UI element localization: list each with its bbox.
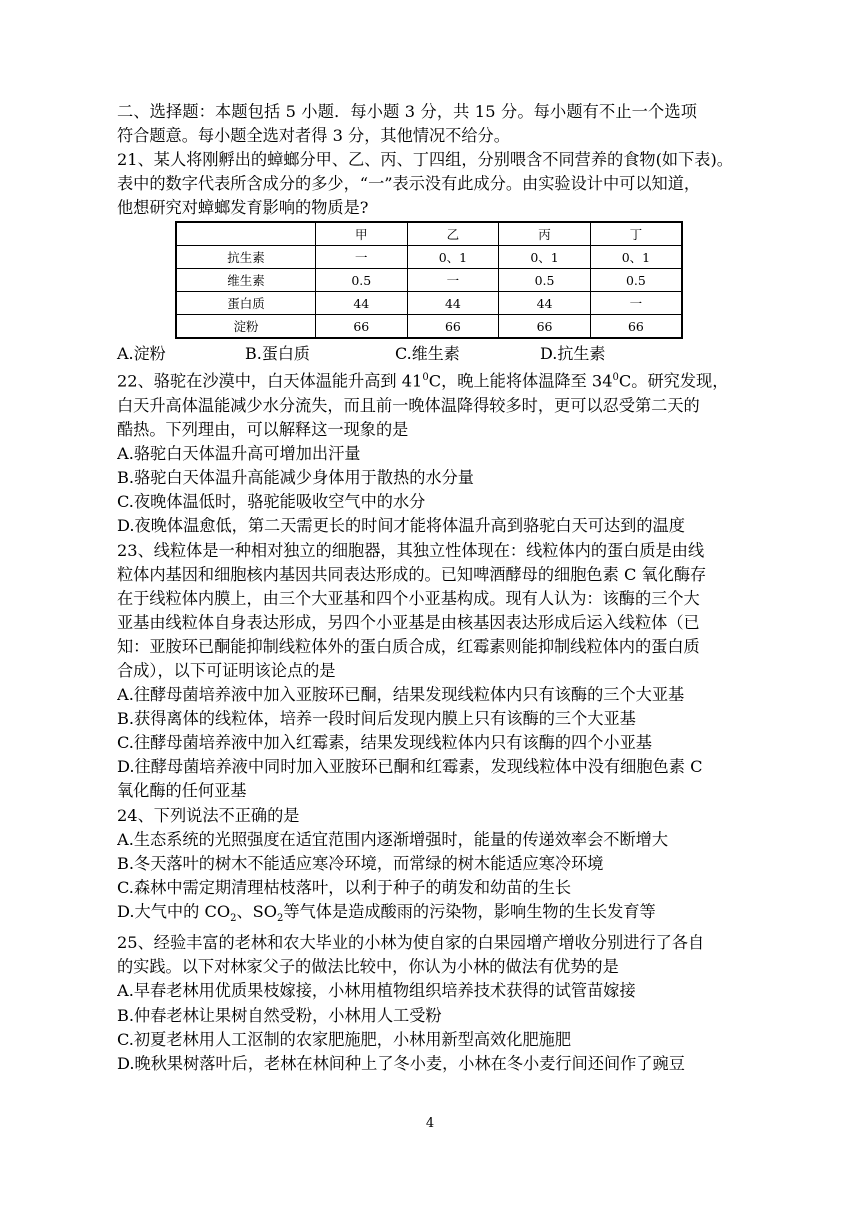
table-cell: 一	[407, 269, 499, 292]
q21-option: A.淀粉	[117, 344, 166, 364]
q23-stem-line: 亚基由线粒体自身表达形成，另四个小亚基是由核基因表达形成后运入线粒体（已	[117, 612, 700, 632]
q21-stem-line: 表中的数字代表所含成分的多少，“一”表示没有此成分。由实验设计中可以知道，	[117, 174, 701, 194]
nutrition-table	[175, 221, 683, 339]
page-number: 4	[425, 1116, 435, 1131]
table-cell: 一	[590, 292, 682, 315]
q24-option: B.冬天落叶的树木不能适应寒冷环境，而常绿的树木能适应寒冷环境	[117, 853, 604, 873]
q21-option: C.维生素	[395, 344, 460, 364]
q25-option: C.初夏老林用人工沤制的农家肥施肥，小林用新型高效化肥施肥	[117, 1029, 572, 1049]
q21-option: D.抗生素	[540, 344, 606, 364]
q21-option: B.蛋白质	[245, 344, 310, 364]
section-header-line: 符合题意。每小题全选对者得 3 分，其他情况不给分。	[117, 126, 510, 146]
table-cell: 66	[499, 315, 591, 339]
q24-subscript: 2	[277, 913, 284, 925]
q21-options	[117, 342, 745, 366]
table-header-cell: 丙	[499, 222, 591, 246]
q22-stem-line: 白天升高体温能减少水分流失，而且前一晚体温降得较多时，更可以忍受第二天的	[117, 395, 700, 415]
q21-stem-line: 他想研究对蟑螂发育影响的物质是?	[117, 198, 369, 218]
q23-option: C.往酵母菌培养液中加入红霉素，结果发现线粒体内只有该酶的四个小亚基	[117, 733, 652, 753]
table-cell: 0.5	[499, 269, 591, 292]
table-row	[176, 292, 682, 315]
table-cell: 44	[316, 292, 408, 315]
q24-option-part: 等气体是造成酸雨的污染物，影响生物的生长发育等	[283, 901, 656, 921]
q25-stem-line: 的实践。以下对林家父子的做法比较中，你认为小林的做法有优势的是	[117, 957, 619, 977]
q24-option	[117, 900, 745, 931]
table-header-cell	[176, 222, 316, 246]
q22-option: C.夜晚体温低时，骆驼能吸收空气中的水分	[117, 492, 426, 512]
q23-stem-line: 知：亚胺环已酮能抑制线粒体外的蛋白质合成，红霉素则能抑制线粒体内的蛋白质	[117, 636, 700, 656]
q23-stem-line: 在于线粒体内膜上，由三个大亚基和四个小亚基构成。现有人认为：该酶的三个大	[117, 588, 700, 608]
q23-stem-line: 粒体内基因和细胞核内基因共同表达形成的。已知啤酒酵母的细胞色素 C 氧化酶存	[117, 564, 707, 584]
q22-stem-part: C。研究发现，	[618, 371, 729, 391]
section-header-line: 二、选择题：本题包括 5 小题．每小题 3 分，共 15 分。每小题有不止一个选项	[117, 102, 698, 121]
table-cell: 淀粉	[176, 315, 316, 339]
q22-superscript: 0	[422, 372, 429, 384]
table-header-row	[176, 222, 682, 246]
q21-stem-line: 21、某人将刚孵出的蟑螂分甲、乙、丙、丁四组，分别喂含不同营养的食物(如下表)。	[117, 150, 733, 170]
table-cell: 44	[407, 292, 499, 315]
table-cell: 蛋白质	[176, 292, 316, 315]
q22-option: B.骆驼白天体温升高能减少身体用于散热的水分量	[117, 468, 474, 488]
q22-option: D.夜晚体温愈低，第二天需更长的时间才能将体温升高到骆驼白天可达到的温度	[117, 516, 685, 536]
q22-stem-part: C，晚上能将体温降至 34	[428, 371, 613, 391]
q24-subscript: 2	[230, 913, 237, 925]
q23-stem-line: 23、线粒体是一种相对独立的细胞器，其独立性体现在：线粒体内的蛋白质是由线	[117, 540, 705, 560]
q24-option: A.生态系统的光照强度在适宜范围内逐渐增强时，能量的传递效率会不断增大	[117, 829, 669, 849]
q24-option: C.森林中需定期清理枯枝落叶，以利于种子的萌发和幼苗的生长	[117, 877, 572, 897]
q25-option: D.晚秋果树落叶后，老林在林间种上了冬小麦，小林在冬小麦行间还间作了豌豆	[117, 1053, 685, 1073]
q24-option-part: D.大气中的 CO	[117, 901, 231, 921]
table-row	[176, 269, 682, 292]
q23-option: 氧化酶的任何亚基	[117, 781, 247, 801]
table-cell: 0、1	[499, 246, 591, 269]
table-cell: 一	[316, 246, 408, 269]
q22-stem-line	[117, 366, 745, 393]
table-cell: 0、1	[407, 246, 499, 269]
table-cell: 66	[316, 315, 408, 339]
table-cell: 0.5	[590, 269, 682, 292]
q23-option: D.往酵母菌培养液中同时加入亚胺环已酮和红霉素，发现线粒体中没有细胞色素 C	[117, 757, 703, 777]
table-cell: 66	[407, 315, 499, 339]
q25-stem-line: 25、经验丰富的老林和农大毕业的小林为使自家的白果园增产增收分别进行了各自	[117, 933, 705, 953]
q22-stem-part: 22、骆驼在沙漠中，白天体温能升高到 41	[117, 371, 423, 391]
table-cell: 44	[499, 292, 591, 315]
q22-superscript: 0	[612, 372, 619, 384]
table-cell: 0.5	[316, 269, 408, 292]
q24-option-part: 、SO	[236, 901, 278, 921]
q23-option: B.获得离体的线粒体，培养一段时间后发现内膜上只有该酶的三个大亚基	[117, 709, 636, 729]
table-header-cell: 丁	[590, 222, 682, 246]
q23-stem-line: 合成），以下可证明该论点的是	[117, 660, 336, 680]
table-cell: 66	[590, 315, 682, 339]
q25-option: A.早春老林用优质果枝嫁接，小林用植物组织培养技术获得的试管苗嫁接	[117, 981, 636, 1001]
table-row	[176, 246, 682, 269]
table-header-cell: 乙	[407, 222, 499, 246]
q25-option: B.仲春老林让果树自然受粉，小林用人工受粉	[117, 1005, 442, 1025]
table-cell: 维生素	[176, 269, 316, 292]
table-header-cell: 甲	[316, 222, 408, 246]
q22-stem-line: 酷热。下列理由，可以解释这一现象的是	[117, 420, 409, 440]
table-row	[176, 315, 682, 339]
q24-stem-line: 24、下列说法不正确的是	[117, 805, 300, 825]
q23-option: A.往酵母菌培养液中加入亚胺环已酮，结果发现线粒体内只有该酶的三个大亚基	[117, 685, 685, 705]
q22-option: A.骆驼白天体温升高可增加出汗量	[117, 444, 361, 464]
document-body	[117, 100, 745, 1076]
table-cell: 0、1	[590, 246, 682, 269]
table-cell: 抗生素	[176, 246, 316, 269]
